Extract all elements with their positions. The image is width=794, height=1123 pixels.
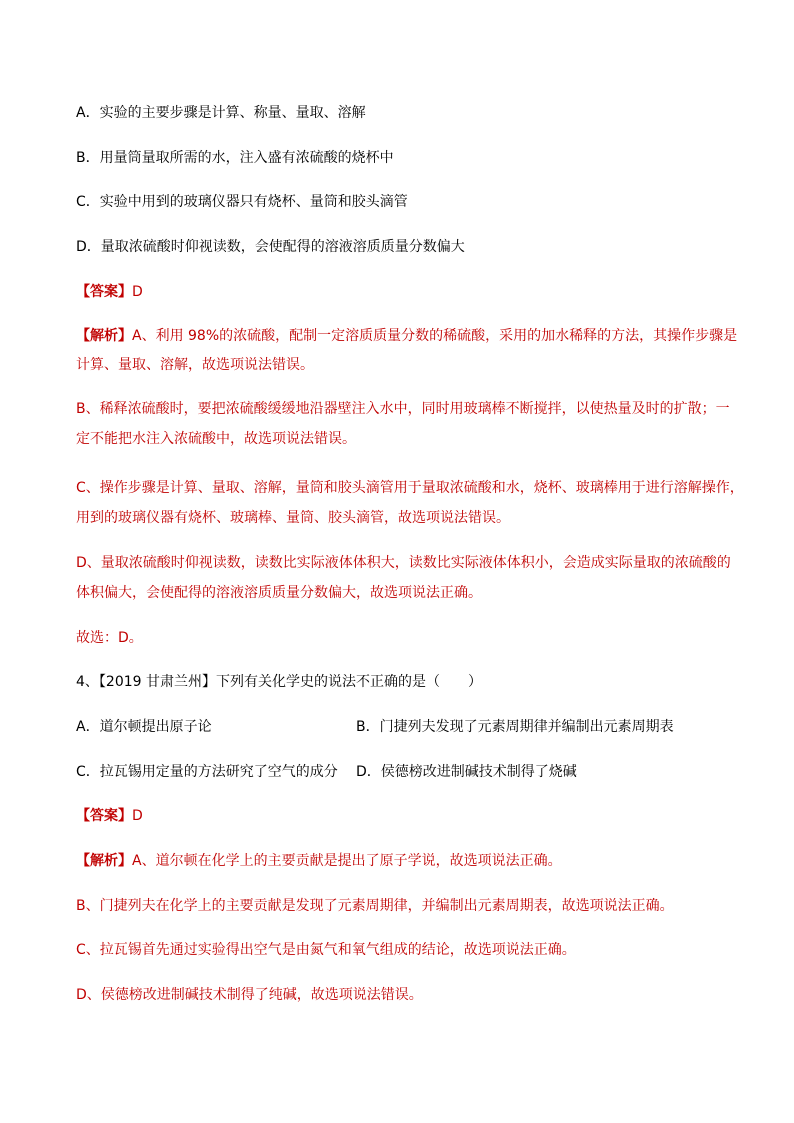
q4-option-a: A．道尔顿提出原子论 xyxy=(76,719,212,735)
q4-analysis-text: A、道尔顿在化学上的主要贡献是提出了原子学说，故选项说法正确。 xyxy=(132,853,562,869)
q4-number: 4、 xyxy=(76,674,99,690)
q3-conclusion: 故选：D。 xyxy=(76,630,143,646)
q3-option-c: C．实验中用到的玻璃仪器只有烧杯、量筒和胶头滴管 xyxy=(76,194,408,210)
q3-option-a: A．实验的主要步骤是计算、称量、量取、溶解 xyxy=(76,105,366,121)
q4-source: 【2019 甘肃兰州】 xyxy=(98,674,217,690)
q3-analysis-line: 定不能把水注入浓硫酸中，故选项说法错误。 xyxy=(76,431,356,447)
q4-option-c: C．拉瓦锡用定量的方法研究了空气的成分 xyxy=(76,764,338,780)
q4-stem-line xyxy=(76,672,482,692)
q4-option-d: D．侯德榜改进制碱技术制得了烧碱 xyxy=(356,764,577,780)
q4-answer xyxy=(76,806,143,826)
q4-analysis-line: D、侯德榜改进制碱技术制得了纯碱，故选项说法错误。 xyxy=(76,987,423,1003)
q3-analysis-line: 计算、量取、溶解，故选项说法错误。 xyxy=(76,357,314,373)
q4-analysis-tag: 【解析】 xyxy=(76,853,132,869)
q3-analysis-line: D、量取浓硫酸时仰视读数，读数比实际液体体积大，读数比实际液体体积小，会造成实际量取的浓硫酸的 xyxy=(76,555,731,571)
q4-answer-tag: 【答案】 xyxy=(76,808,132,824)
q4-option-b: B．门捷列夫发现了元素周期律并编制出元素周期表 xyxy=(356,719,674,735)
q3-option-d: D．量取浓硫酸时仰视读数，会使配得的溶液溶质质量分数偏大 xyxy=(76,239,465,255)
q3-analysis-line: 用到的玻璃仪器有烧杯、玻璃棒、量筒、胶头滴管，故选项说法错误。 xyxy=(76,510,510,526)
q3-analysis-line: B、稀释浓硫酸时，要把浓硫酸缓缓地沿器壁注入水中，同时用玻璃棒不断搅拌，以使热量及时的扩散；一 xyxy=(76,401,730,417)
q3-analysis-text: A、利用 98%的浓硫酸，配制一定溶质质量分数的稀硫酸，采用的加水稀释的方法，其操作步骤是 xyxy=(132,328,738,344)
q3-answer-value: D xyxy=(132,284,143,300)
q4-analysis-line xyxy=(76,851,562,871)
q3-analysis-tag: 【解析】 xyxy=(76,328,132,344)
q3-analysis-line: 体积偏大，会使配得的溶液溶质质量分数偏大，故选项说法正确。 xyxy=(76,585,482,601)
q4-analysis-line: C、拉瓦锡首先通过实验得出空气是由氮气和氧气组成的结论，故选项说法正确。 xyxy=(76,942,576,958)
q3-analysis-line xyxy=(76,326,737,346)
q3-answer xyxy=(76,282,143,302)
q3-option-b: B．用量筒量取所需的水，注入盛有浓硫酸的烧杯中 xyxy=(76,150,394,166)
q4-stem: 下列有关化学史的说法不正确的是（ ） xyxy=(216,674,483,690)
q3-answer-tag: 【答案】 xyxy=(76,284,132,300)
q4-answer-value: D xyxy=(132,808,143,824)
q3-analysis-line: C、操作步骤是计算、量取、溶解，量筒和胶头滴管用于量取浓硫酸和水，烧杯、玻璃棒用于进行溶解操作， xyxy=(76,480,744,496)
q4-analysis-line: B、门捷列夫在化学上的主要贡献是发现了元素周期律，并编制出元素周期表，故选项说法正确。 xyxy=(76,898,674,914)
